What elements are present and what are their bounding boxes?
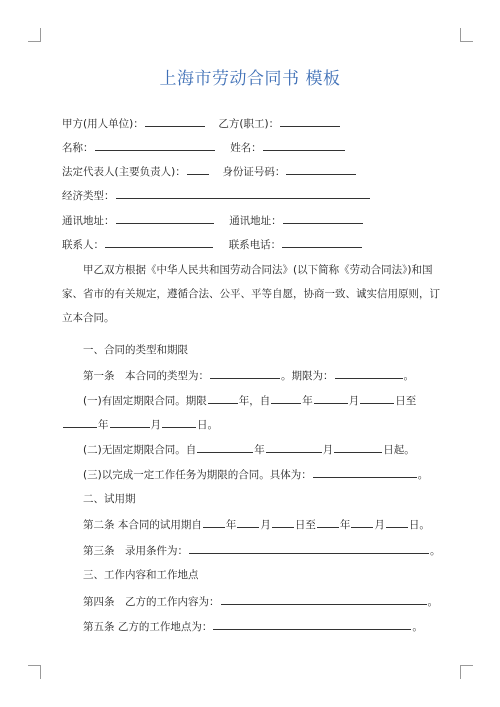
probation-end-year-blank[interactable] [317, 517, 339, 528]
id-number-label: 身份证号码： [222, 166, 286, 178]
fixed-end-year-blank[interactable] [63, 417, 97, 428]
crop-mark-top-right [460, 28, 473, 42]
party-row [62, 116, 438, 131]
economic-type-row [62, 188, 438, 203]
work-location-blank[interactable] [213, 619, 411, 630]
crop-mark-top-left [28, 28, 41, 42]
address-a-blank[interactable] [116, 213, 214, 224]
open-start-year-blank[interactable] [197, 442, 253, 453]
job-content-blank[interactable] [221, 594, 427, 605]
id-number-blank[interactable] [286, 164, 356, 175]
hiring-conditions-blank[interactable] [189, 543, 429, 554]
article-5: 第五条 乙方的工作地点为： 。 [83, 621, 423, 633]
probation-end-day-blank[interactable] [386, 517, 408, 528]
party-b-label: 乙方(职工)： [218, 118, 280, 130]
name-row [62, 140, 438, 155]
open-start-month-blank[interactable] [266, 442, 322, 453]
contact-row [62, 237, 438, 252]
crop-mark-bottom-left [28, 665, 41, 679]
intro-paragraph: 甲乙双方根据《中华人民共和国劳动合同法》(以下简称《劳动合同法》)和国家、省市的有关规定，遵循合法、公平、平等自愿，协商一致、诚实信用原则，订立本合同。 [62, 264, 440, 324]
party-b-blank[interactable] [280, 116, 340, 127]
legal-rep-blank[interactable] [187, 164, 209, 175]
article-3: 第三条 录用条件为： 。 [83, 545, 441, 557]
fixed-start-day-blank[interactable] [360, 393, 394, 404]
party-a-blank[interactable] [145, 116, 205, 127]
fixed-term-line-2: 年 月 日。 [62, 417, 438, 432]
name-label: 名称： [62, 142, 94, 154]
contact-person-label: 联系人： [62, 239, 104, 251]
task-term-line: (三)以完成一定工作任务为期限的合同。具体为： 。 [83, 469, 429, 481]
document-title: 上海市劳动合同书 模板 [159, 69, 341, 89]
task-detail-blank[interactable] [313, 467, 417, 478]
party-a-label: 甲方(用人单位)： [62, 118, 144, 130]
legal-rep-row [62, 164, 438, 179]
probation-start-year-blank[interactable] [203, 517, 225, 528]
full-name-blank[interactable] [263, 140, 345, 151]
address-b-label: 通讯地址： [229, 215, 282, 227]
fixed-years-blank[interactable] [208, 393, 238, 404]
address-b-blank[interactable] [283, 213, 363, 224]
probation-start-day-blank[interactable] [272, 517, 294, 528]
section3-heading: 三、工作内容和工作地点 [83, 569, 199, 581]
phone-blank[interactable] [282, 237, 362, 248]
crop-mark-bottom-right [460, 665, 473, 679]
contract-type-blank[interactable] [210, 368, 280, 379]
fixed-term-line-1: (一)有固定期限合同。期限 年，自 年 月 日至 [83, 395, 417, 407]
fixed-start-year-blank[interactable] [271, 393, 301, 404]
open-start-day-blank[interactable] [334, 442, 382, 453]
contract-term-blank[interactable] [335, 368, 403, 379]
fixed-start-month-blank[interactable] [314, 393, 348, 404]
probation-end-month-blank[interactable] [351, 517, 373, 528]
article-4: 第四条 乙方的工作内容为： 。 [83, 596, 438, 608]
address-a-label: 通讯地址： [62, 215, 115, 227]
open-term-line: (二)无固定期限合同。自 年 月 日起。 [83, 444, 415, 456]
phone-label: 联系电话： [228, 239, 282, 251]
article-1: 第一条 本合同的类型为： 。期限为： 。 [83, 370, 414, 382]
economic-type-blank[interactable] [116, 188, 370, 199]
article-2: 第二条 本合同的试用期自 年 月 日至 年 月 日。 [83, 519, 430, 531]
fixed-end-day-blank[interactable] [162, 417, 196, 428]
probation-start-month-blank[interactable] [237, 517, 259, 528]
full-name-label: 姓名： [230, 142, 262, 154]
section2-heading: 二、试用期 [83, 493, 136, 505]
legal-rep-label: 法定代表人(主要负责人)： [62, 166, 186, 178]
address-row [62, 213, 438, 228]
economic-type-label: 经济类型： [62, 190, 115, 202]
name-blank[interactable] [95, 140, 215, 151]
section1-heading: 一、合同的类型和期限 [83, 344, 188, 356]
fixed-end-month-blank[interactable] [110, 417, 150, 428]
contact-person-blank[interactable] [105, 237, 213, 248]
